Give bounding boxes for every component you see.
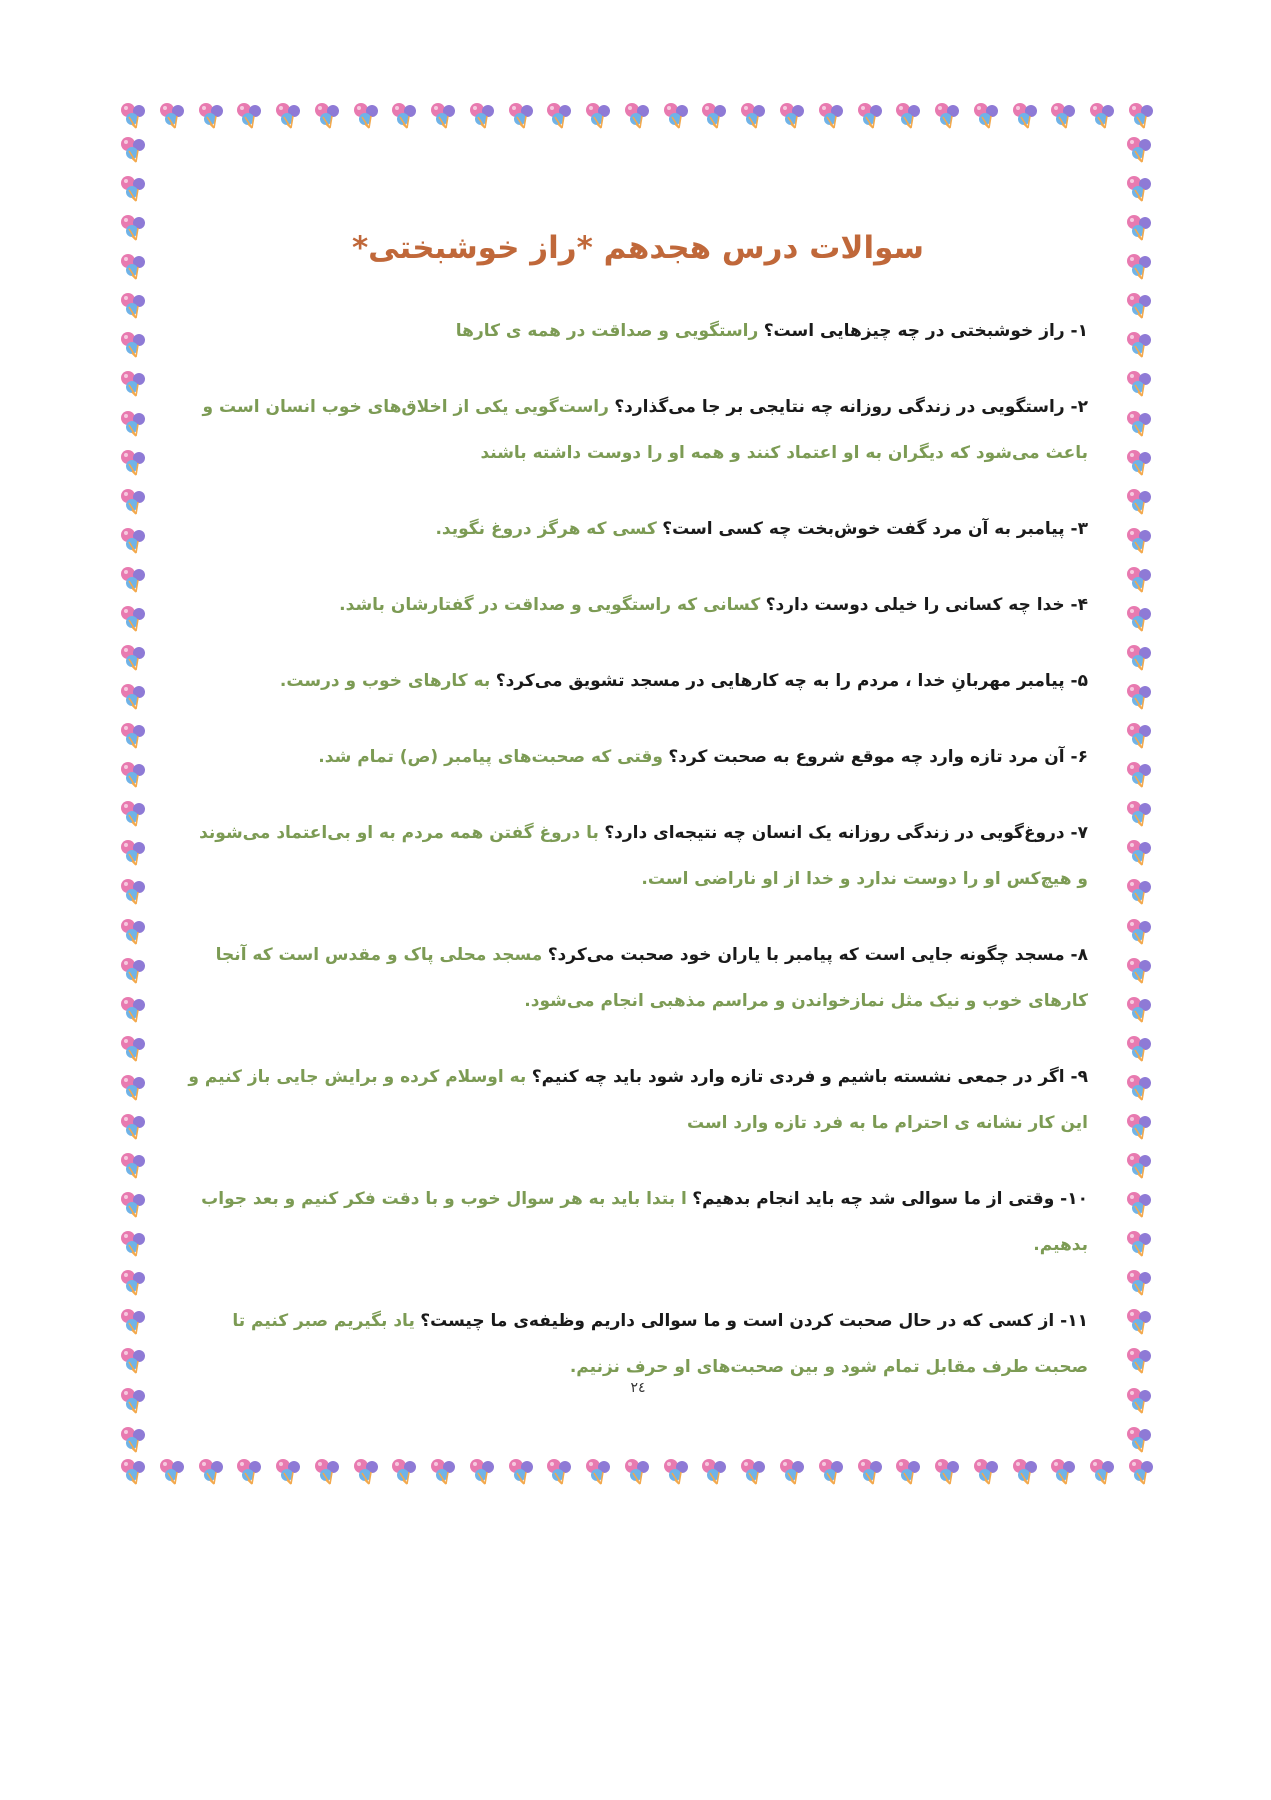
- question-text: ۳- پیامبر به آن مرد گفت خوش‌بخت چه کسی است؟: [662, 519, 1088, 539]
- balloon-icon: [1124, 681, 1156, 713]
- balloon-icon: [583, 100, 615, 132]
- balloon-icon: [118, 1228, 150, 1260]
- balloon-icon: [118, 1306, 150, 1338]
- balloon-icon: [118, 134, 150, 166]
- qa-item-3: [188, 506, 1088, 552]
- balloon-icon: [118, 1424, 150, 1456]
- balloon-icon: [312, 100, 344, 132]
- balloon-icon: [971, 1456, 1003, 1488]
- balloon-icon: [544, 1456, 576, 1488]
- balloon-icon: [118, 1456, 150, 1488]
- answer-text: کسانی که راستگویی و صداقت در گفتارشان باشد.: [339, 595, 761, 615]
- balloon-icon: [855, 1456, 887, 1488]
- answer-text: به کارهای خوب و درست.: [279, 671, 491, 691]
- balloon-icon: [1124, 1385, 1156, 1417]
- answer-text: مسجد محلی پاک و مقدس است که آنجا کارهای خوب و نیک مثل نمازخواندن و مراسم مذهبی انجام می‌شود.: [215, 945, 1088, 1011]
- balloon-icon: [1124, 1072, 1156, 1104]
- balloon-icon: [932, 100, 964, 132]
- balloon-icon: [118, 212, 150, 244]
- balloon-icon: [118, 837, 150, 869]
- balloon-icon: [428, 100, 460, 132]
- balloon-icon: [622, 100, 654, 132]
- balloon-icon: [1124, 642, 1156, 674]
- balloon-icon: [389, 100, 421, 132]
- balloon-icon: [699, 100, 731, 132]
- balloon-icon: [777, 1456, 809, 1488]
- qa-item-11: [188, 1298, 1088, 1390]
- qa-item-4: [188, 582, 1088, 628]
- balloon-icon: [118, 681, 150, 713]
- balloon-icon: [118, 1072, 150, 1104]
- balloon-icon: [157, 1456, 189, 1488]
- balloon-icon: [1124, 798, 1156, 830]
- balloon-icon: [118, 994, 150, 1026]
- question-text: ۹- اگر در جمعی نشسته باشیم و فردی تازه وارد شود باید چه کنیم؟: [531, 1067, 1088, 1087]
- balloon-icon: [118, 408, 150, 440]
- balloon-icon: [1124, 720, 1156, 752]
- balloon-icon: [544, 100, 576, 132]
- balloon-icon: [1124, 251, 1156, 283]
- balloon-icon: [118, 603, 150, 635]
- balloon-icon: [428, 1456, 460, 1488]
- balloon-icon: [118, 100, 150, 132]
- balloon-icon: [1124, 603, 1156, 635]
- balloon-icon: [118, 564, 150, 596]
- balloon-icon: [118, 1267, 150, 1299]
- question-text: ۱- راز خوشبختی در چه چیزهایی است؟: [763, 321, 1088, 341]
- balloon-icon: [118, 720, 150, 752]
- balloon-icon: [1124, 1228, 1156, 1260]
- balloon-icon: [118, 1385, 150, 1417]
- balloon-icon: [816, 100, 848, 132]
- answer-text: یاد بگیریم صبر کنیم تا صحبت طرف مقابل تمام شود و بین صحبت‌های او حرف نزنیم.: [232, 1311, 1088, 1377]
- balloon-icon: [118, 1345, 150, 1377]
- qa-item-5: [188, 658, 1088, 704]
- balloon-icon: [1010, 100, 1042, 132]
- answer-text: با دروغ گفتن همه مردم به او بی‌اعتماد می‌شوند و هیچ‌کس او را دوست ندارد و خدا از او ناراضی است.: [199, 823, 1088, 889]
- balloon-icon: [196, 1456, 228, 1488]
- balloon-icon: [118, 329, 150, 361]
- balloon-icon: [234, 1456, 266, 1488]
- balloon-icon: [1124, 525, 1156, 557]
- balloon-border-left: [118, 134, 152, 1456]
- balloon-icon: [506, 1456, 538, 1488]
- balloon-icon: [1124, 759, 1156, 791]
- answer-text: به اوسلام کرده و برایش جایی باز کنیم و این کار نشانه ی احترام ما به فرد تازه وارد است: [188, 1067, 1088, 1133]
- balloon-icon: [738, 1456, 770, 1488]
- document-content: [188, 160, 1088, 1430]
- balloon-icon: [777, 100, 809, 132]
- balloon-icon: [1124, 1345, 1156, 1377]
- balloon-icon: [932, 1456, 964, 1488]
- answer-text: راستگویی و صداقت در همه ی کارها: [455, 321, 759, 341]
- qa-item-1: [188, 308, 1088, 354]
- balloon-icon: [1124, 408, 1156, 440]
- balloon-icon: [583, 1456, 615, 1488]
- balloon-icon: [816, 1456, 848, 1488]
- page-title: سوالات درس هجدهم *راز خوشبختی*: [351, 230, 925, 266]
- balloon-icon: [118, 251, 150, 283]
- balloon-icon: [1124, 916, 1156, 948]
- balloon-icon: [661, 1456, 693, 1488]
- balloon-icon: [118, 1189, 150, 1221]
- balloon-icon: [1124, 1306, 1156, 1338]
- balloon-icon: [118, 759, 150, 791]
- balloon-icon: [1048, 100, 1080, 132]
- balloon-icon: [351, 100, 383, 132]
- page-number: ۲٤: [630, 1380, 646, 1396]
- balloon-border-right: [1124, 134, 1158, 1456]
- question-text: ۱۱- از کسی که در حال صحبت کردن است و ما سوالی داریم وظیفه‌ی ما چیست؟: [420, 1311, 1088, 1331]
- balloon-icon: [467, 1456, 499, 1488]
- balloon-icon: [1048, 1456, 1080, 1488]
- qa-item-2: [188, 384, 1088, 476]
- balloon-icon: [118, 447, 150, 479]
- balloon-icon: [1126, 100, 1158, 132]
- balloon-icon: [893, 1456, 925, 1488]
- balloon-icon: [1124, 1033, 1156, 1065]
- balloon-icon: [1124, 290, 1156, 322]
- page-frame: [118, 100, 1158, 1490]
- answer-text: راست‌گویی یکی از اخلاق‌های خوب انسان است و باعث می‌شود که دیگران به او اعتماد کنند و همه او را دوست داشته باشند: [202, 397, 1088, 463]
- balloon-icon: [118, 916, 150, 948]
- qa-item-8: [188, 932, 1088, 1024]
- balloon-icon: [118, 1111, 150, 1143]
- balloon-icon: [118, 486, 150, 518]
- balloon-icon: [273, 100, 305, 132]
- qa-item-6: [188, 734, 1088, 780]
- balloon-icon: [1124, 134, 1156, 166]
- balloon-icon: [1124, 994, 1156, 1026]
- balloon-icon: [1124, 1424, 1156, 1456]
- balloon-icon: [1124, 1189, 1156, 1221]
- balloon-icon: [118, 798, 150, 830]
- question-text: ۸- مسجد چگونه جایی است که پیامبر با یاران خود صحبت می‌کرد؟: [547, 945, 1088, 965]
- balloon-icon: [1124, 837, 1156, 869]
- question-text: ۴- خدا چه کسانی را خیلی دوست دارد؟: [765, 595, 1088, 615]
- balloon-icon: [118, 642, 150, 674]
- balloon-icon: [118, 1033, 150, 1065]
- balloon-icon: [1124, 447, 1156, 479]
- balloon-icon: [118, 955, 150, 987]
- balloon-icon: [1126, 1456, 1158, 1488]
- balloon-border-top: [118, 100, 1158, 134]
- balloon-icon: [351, 1456, 383, 1488]
- balloon-icon: [312, 1456, 344, 1488]
- balloon-icon: [1124, 1150, 1156, 1182]
- balloon-icon: [273, 1456, 305, 1488]
- balloon-icon: [1087, 1456, 1119, 1488]
- balloon-icon: [389, 1456, 421, 1488]
- question-text: ۱۰- وقتی از ما سوالی شد چه باید انجام بدهیم؟: [692, 1189, 1088, 1209]
- balloon-border-bottom: [118, 1456, 1158, 1490]
- balloon-icon: [1124, 212, 1156, 244]
- balloon-icon: [1124, 564, 1156, 596]
- balloon-icon: [1124, 1111, 1156, 1143]
- balloon-icon: [1010, 1456, 1042, 1488]
- balloon-icon: [1124, 876, 1156, 908]
- balloon-icon: [971, 100, 1003, 132]
- qa-item-7: [188, 810, 1088, 902]
- question-text: ۵- پیامبر مهربانِ خدا ، مردم را به چه کارهایی در مسجد تشویق می‌کرد؟: [495, 671, 1088, 691]
- balloon-icon: [622, 1456, 654, 1488]
- balloon-icon: [234, 100, 266, 132]
- qa-item-10: [188, 1176, 1088, 1268]
- answer-text: ا بتدا باید به هر سوال خوب و با دقت فکر کنیم و بعد جواب بدهیم.: [201, 1189, 1088, 1255]
- question-text: ۶- آن مرد تازه وارد چه موقع شروع به صحبت کرد؟: [668, 747, 1088, 767]
- balloon-icon: [855, 100, 887, 132]
- balloon-icon: [1124, 368, 1156, 400]
- balloon-icon: [118, 368, 150, 400]
- balloon-icon: [157, 100, 189, 132]
- balloon-icon: [1124, 173, 1156, 205]
- answer-text: کسی که هرگز دروغ نگوید.: [435, 519, 657, 539]
- answer-text: وقتی که صحبت‌های پیامبر (ص) تمام شد.: [318, 747, 663, 767]
- balloon-icon: [118, 1150, 150, 1182]
- balloon-icon: [1124, 955, 1156, 987]
- balloon-icon: [1124, 486, 1156, 518]
- balloon-icon: [1124, 329, 1156, 361]
- balloon-icon: [699, 1456, 731, 1488]
- balloon-icon: [118, 525, 150, 557]
- balloon-icon: [467, 100, 499, 132]
- balloon-icon: [196, 100, 228, 132]
- question-text: ۲- راستگویی در زندگی روزانه چه نتایجی بر جا می‌گذارد؟: [614, 397, 1088, 417]
- balloon-icon: [661, 100, 693, 132]
- balloon-icon: [893, 100, 925, 132]
- balloon-icon: [738, 100, 770, 132]
- balloon-icon: [506, 100, 538, 132]
- balloon-icon: [118, 290, 150, 322]
- balloon-icon: [1124, 1267, 1156, 1299]
- balloon-icon: [118, 876, 150, 908]
- question-text: ۷- دروغ‌گویی در زندگی روزانه یک انسان چه نتیجه‌ای دارد؟: [604, 823, 1088, 843]
- balloon-icon: [1087, 100, 1119, 132]
- balloon-icon: [118, 173, 150, 205]
- qa-item-9: [188, 1054, 1088, 1146]
